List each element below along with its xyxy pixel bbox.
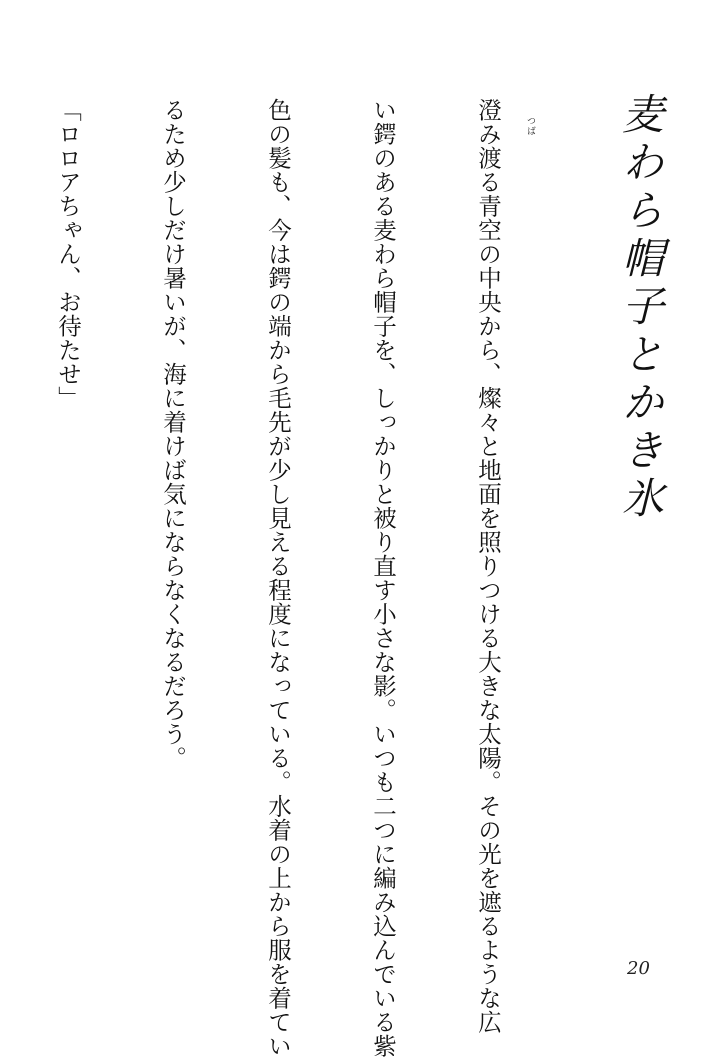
text-line: るため少しだけ暑いが、海に着けば気にならなくなるだろう。 xyxy=(159,98,187,770)
body-text xyxy=(0,98,575,1058)
dialogue-line: 「ロロアちゃん、お待たせ」 xyxy=(54,98,82,410)
text-line: 澄み渡る青空の中央から、燦々と地面を照りつける大きな太陽。その光を遮るような広 xyxy=(474,98,502,1034)
furigana: つば xyxy=(525,116,535,136)
text-line: 色の髪も、今は鍔の端から毛先が少し見える程度になっている。水着の上から服を着てい xyxy=(264,98,292,1058)
text-line: い鍔のある麦わら帽子を、しっかりと被り直す小さな影。いつも二つに編み込んでいる紫 xyxy=(369,98,397,1058)
chapter-title: 麦わら帽子とかき氷 xyxy=(616,92,665,524)
page-number: 20 xyxy=(627,958,650,979)
